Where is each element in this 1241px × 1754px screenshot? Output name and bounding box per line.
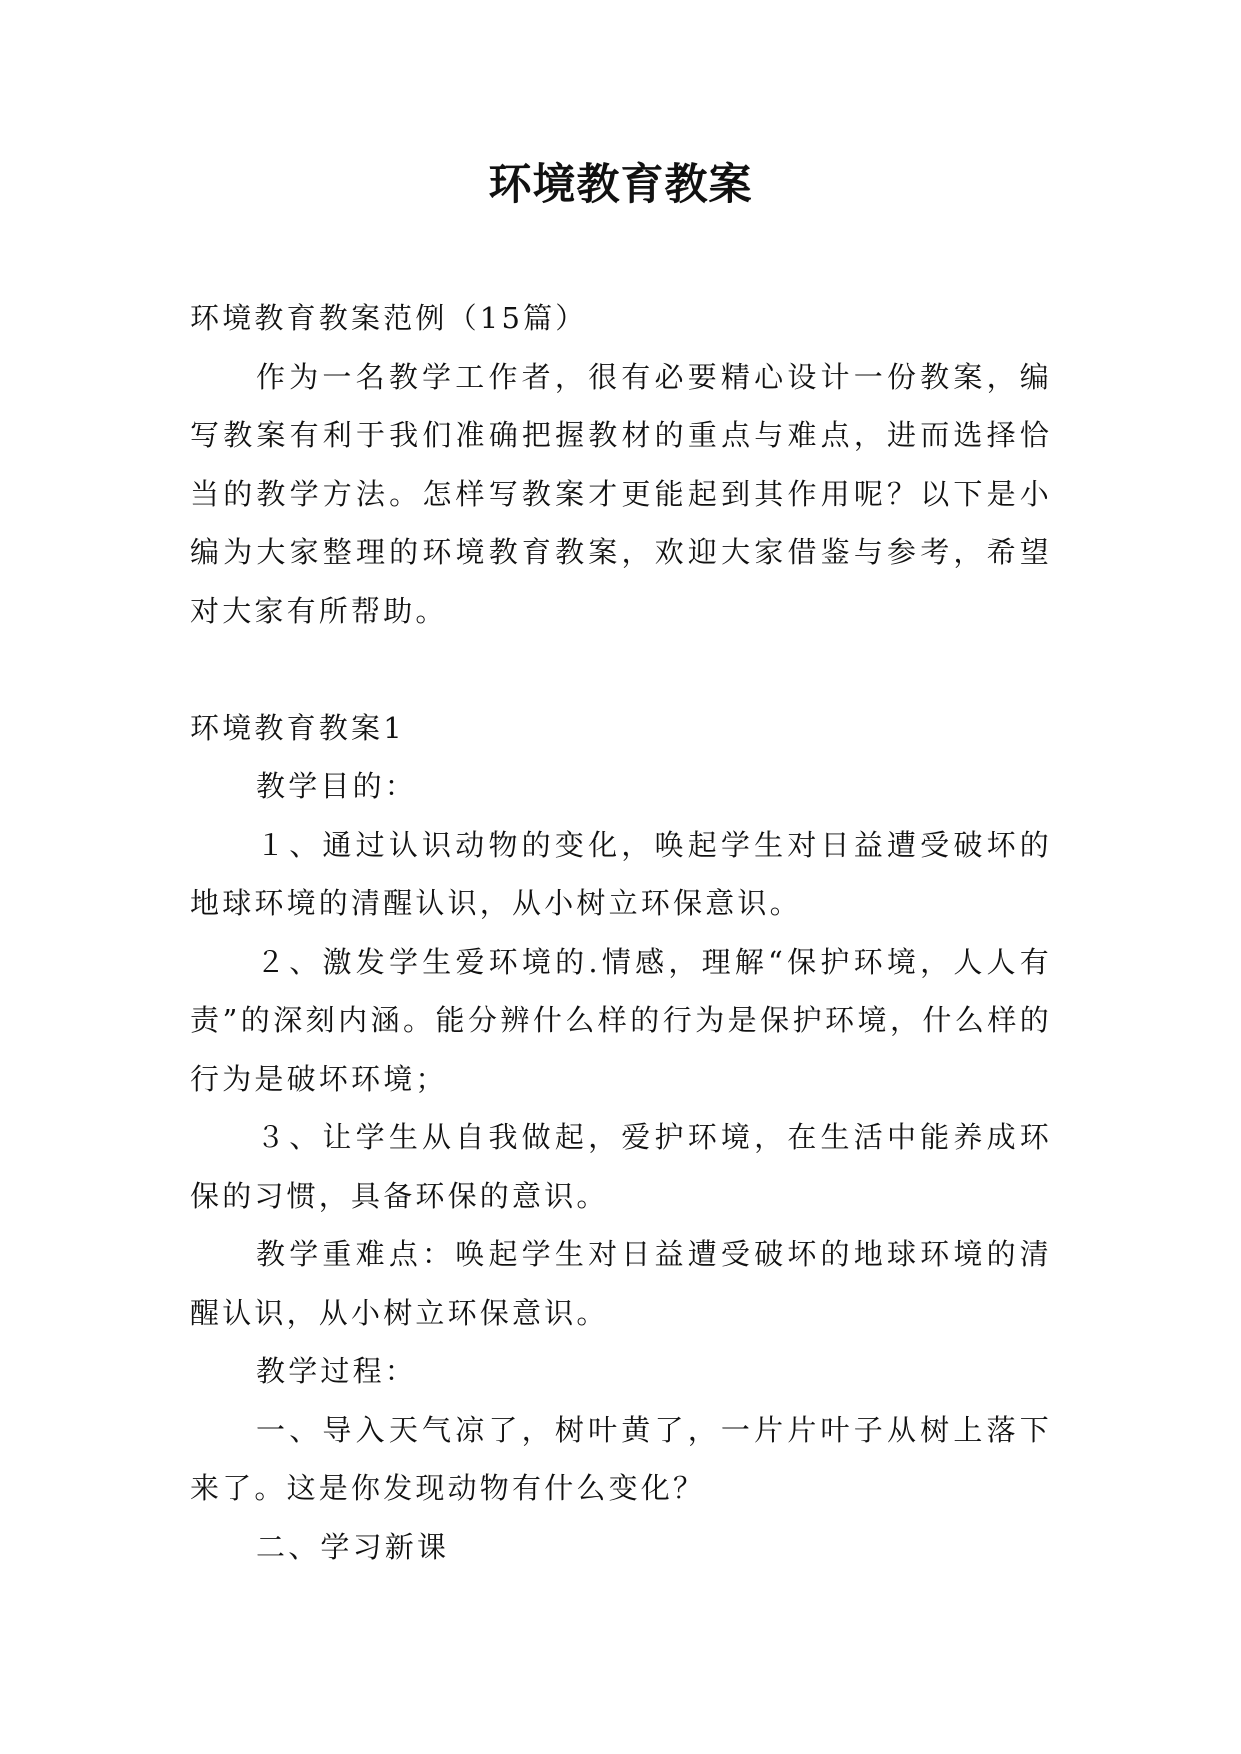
document-body — [190, 289, 1052, 1576]
teaching-process-label: 教学过程： — [256, 1354, 418, 1388]
process-step-1: 一、导入天气凉了，树叶黄了，一片片叶子从树上落下来了。这是你发现动物有什么变化？ — [190, 1412, 1052, 1505]
document-subtitle: 环境教育教案范例（15篇） — [190, 301, 588, 335]
process-step-2: 二、学习新课 — [256, 1529, 450, 1564]
goal-item-2: ２、激发学生爱环境的.情感，理解“保护环境，人人有责”的深刻内涵。能分辨什么样的行为是保护环境，什么样的行为是破坏环境； — [190, 944, 1052, 1096]
intro-paragraph: 作为一名教学工作者，很有必要精心设计一份教案，编写教案有利于我们准确把握教材的重点与难点，进而选择恰当的教学方法。怎样写教案才更能起到其作用呢？以下是小编为大家整理的环境教育教案，欢迎大家借鉴与参考，希望对大家有所帮助。 — [190, 359, 1052, 628]
section-heading: 环境教育教案1 — [190, 710, 405, 745]
document-title: 环境教育教案 — [488, 160, 753, 210]
paragraph-spacer — [190, 640, 1052, 699]
teaching-goals-label: 教学目的： — [256, 769, 418, 803]
goal-item-3: ３、让学生从自我做起，爱护环境，在生活中能养成环保的习惯，具备环保的意识。 — [190, 1120, 1052, 1213]
goal-item-1: １、通过认识动物的变化，唤起学生对日益遭受破坏的地球环境的清醒认识，从小树立环保意识。 — [190, 827, 1052, 920]
key-difficulty-paragraph: 教学重难点：唤起学生对日益遭受破坏的地球环境的清醒认识，从小树立环保意识。 — [190, 1237, 1052, 1330]
